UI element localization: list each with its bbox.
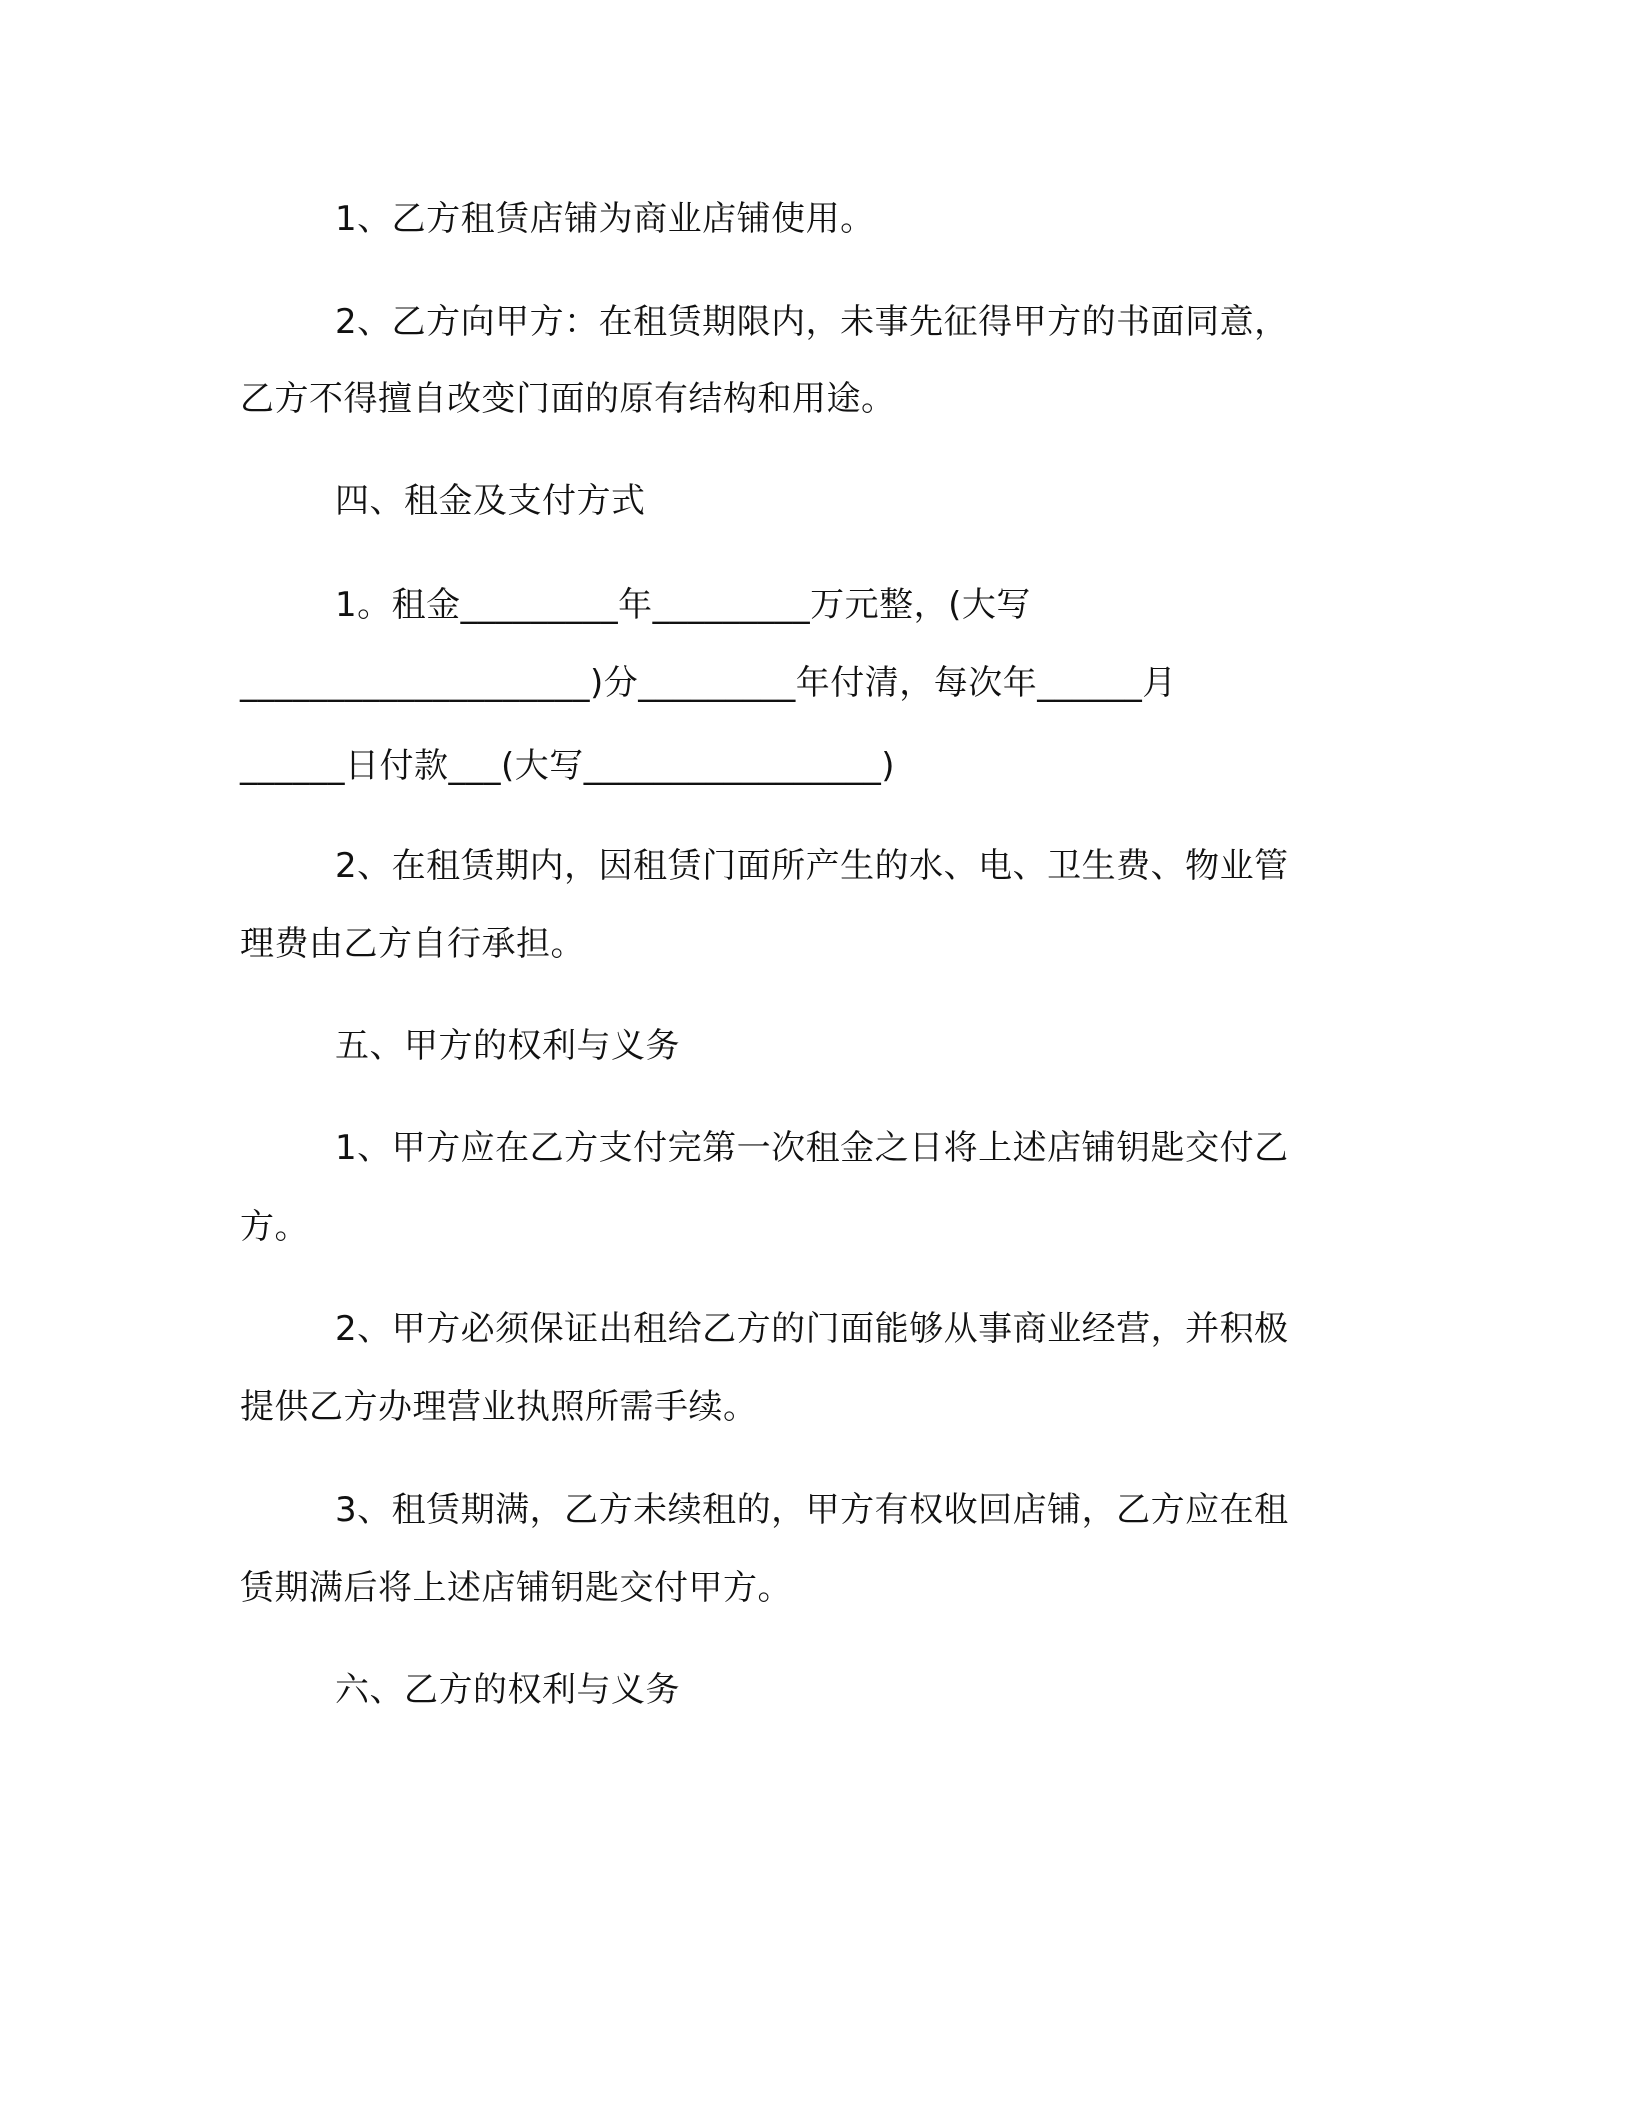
- clause-5-2-text-line-2: 提供乙方办理营业执照所需手续。: [240, 1387, 758, 1427]
- clause-4-2-text-line-2: 理费由乙方自行承担。: [240, 924, 585, 964]
- clause-3-2-text-line-1: 2、乙方向甲方：在租赁期限内，未事先征得甲方的书面同意，: [335, 302, 1289, 342]
- clause-5-3-text-line-1: 3、租赁期满，乙方未续租的，甲方有权收回店铺，乙方应在租: [335, 1490, 1289, 1530]
- clause-3-1-text: 1、乙方租赁店铺为商业店铺使用。: [335, 199, 875, 239]
- section-heading-4: 四、租金及支付方式: [335, 481, 646, 521]
- clause-4-1-text-line-3: ______日付款___(大写_________________): [240, 746, 896, 786]
- clause-5-1-text-line-2: 方。: [240, 1207, 309, 1247]
- clause-5-3-text-line-2: 赁期满后将上述店铺钥匙交付甲方。: [240, 1568, 792, 1608]
- section-heading-6: 六、乙方的权利与义务: [335, 1670, 680, 1710]
- clause-3-2-text-line-2: 乙方不得擅自改变门面的原有结构和用途。: [240, 379, 896, 419]
- clause-5-2-text-line-1: 2、甲方必须保证出租给乙方的门面能够从事商业经营，并积极: [335, 1309, 1289, 1349]
- clause-5-1-text-line-1: 1、甲方应在乙方支付完第一次租金之日将上述店铺钥匙交付乙: [335, 1128, 1289, 1168]
- clause-4-1-text-line-2: ____________________)分_________年付清，每次年______月: [240, 663, 1177, 703]
- clause-4-2-text-line-1: 2、在租赁期内，因租赁门面所产生的水、电、卫生费、物业管: [335, 846, 1289, 886]
- clause-4-1-text-line-1: 1。租金_________年_________万元整，(大写: [335, 585, 1031, 625]
- section-heading-5: 五、甲方的权利与义务: [335, 1026, 680, 1066]
